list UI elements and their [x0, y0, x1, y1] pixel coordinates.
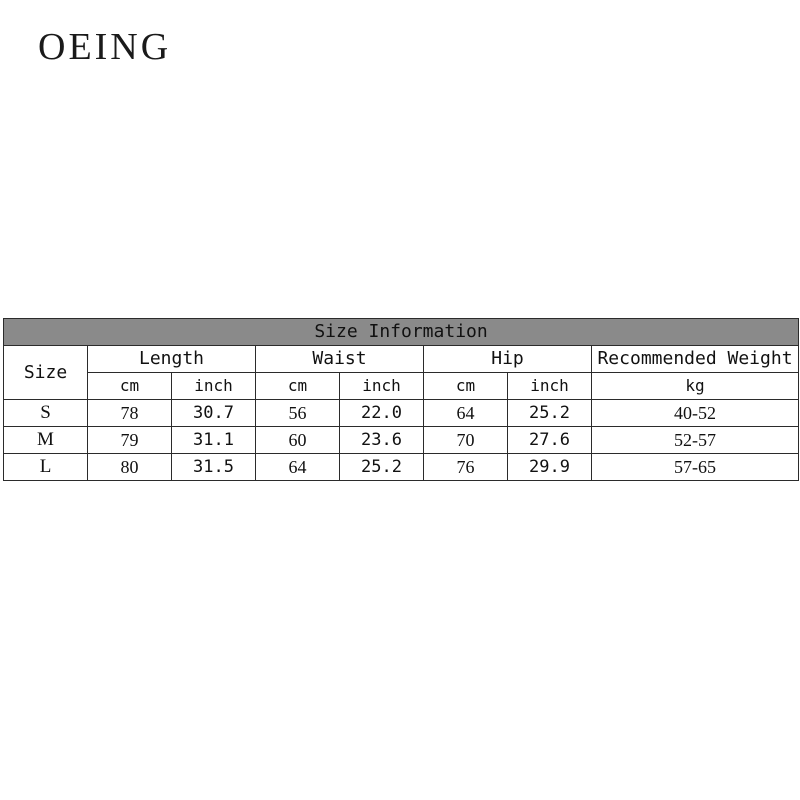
length-cm-unit: cm [88, 373, 172, 400]
length-inch-cell: 31.1 [172, 427, 256, 454]
hip-inch-unit: inch [508, 373, 592, 400]
waist-inch-unit: inch [340, 373, 424, 400]
length-inch-cell: 31.5 [172, 454, 256, 481]
hip-group-header: Hip [424, 346, 592, 373]
table-row [4, 454, 799, 481]
brand-logo: OEING [38, 26, 172, 68]
hip-inch-cell: 29.9 [508, 454, 592, 481]
weight-kg-unit: kg [592, 373, 799, 400]
waist-cm-cell: 60 [256, 427, 340, 454]
size-column-header: Size [4, 346, 88, 400]
length-cm-cell: 80 [88, 454, 172, 481]
hip-cm-cell: 76 [424, 454, 508, 481]
waist-group-header: Waist [256, 346, 424, 373]
waist-cm-unit: cm [256, 373, 340, 400]
group-header-row [4, 346, 799, 373]
size-cell: L [4, 454, 88, 481]
length-inch-cell: 30.7 [172, 400, 256, 427]
weight-kg-cell: 40-52 [592, 400, 799, 427]
table-row [4, 427, 799, 454]
hip-cm-cell: 70 [424, 427, 508, 454]
unit-header-row [4, 373, 799, 400]
weight-kg-cell: 57-65 [592, 454, 799, 481]
weight-group-header: Recommended Weight [592, 346, 799, 373]
hip-inch-cell: 25.2 [508, 400, 592, 427]
length-group-header: Length [88, 346, 256, 373]
length-cm-cell: 78 [88, 400, 172, 427]
length-cm-cell: 79 [88, 427, 172, 454]
table-title: Size Information [4, 319, 799, 346]
size-cell: M [4, 427, 88, 454]
waist-inch-cell: 25.2 [340, 454, 424, 481]
waist-inch-cell: 23.6 [340, 427, 424, 454]
size-cell: S [4, 400, 88, 427]
size-information-table [3, 318, 799, 481]
waist-inch-cell: 22.0 [340, 400, 424, 427]
table-title-row [4, 319, 799, 346]
length-inch-unit: inch [172, 373, 256, 400]
table-row [4, 400, 799, 427]
hip-cm-unit: cm [424, 373, 508, 400]
weight-kg-cell: 52-57 [592, 427, 799, 454]
hip-inch-cell: 27.6 [508, 427, 592, 454]
hip-cm-cell: 64 [424, 400, 508, 427]
waist-cm-cell: 56 [256, 400, 340, 427]
waist-cm-cell: 64 [256, 454, 340, 481]
